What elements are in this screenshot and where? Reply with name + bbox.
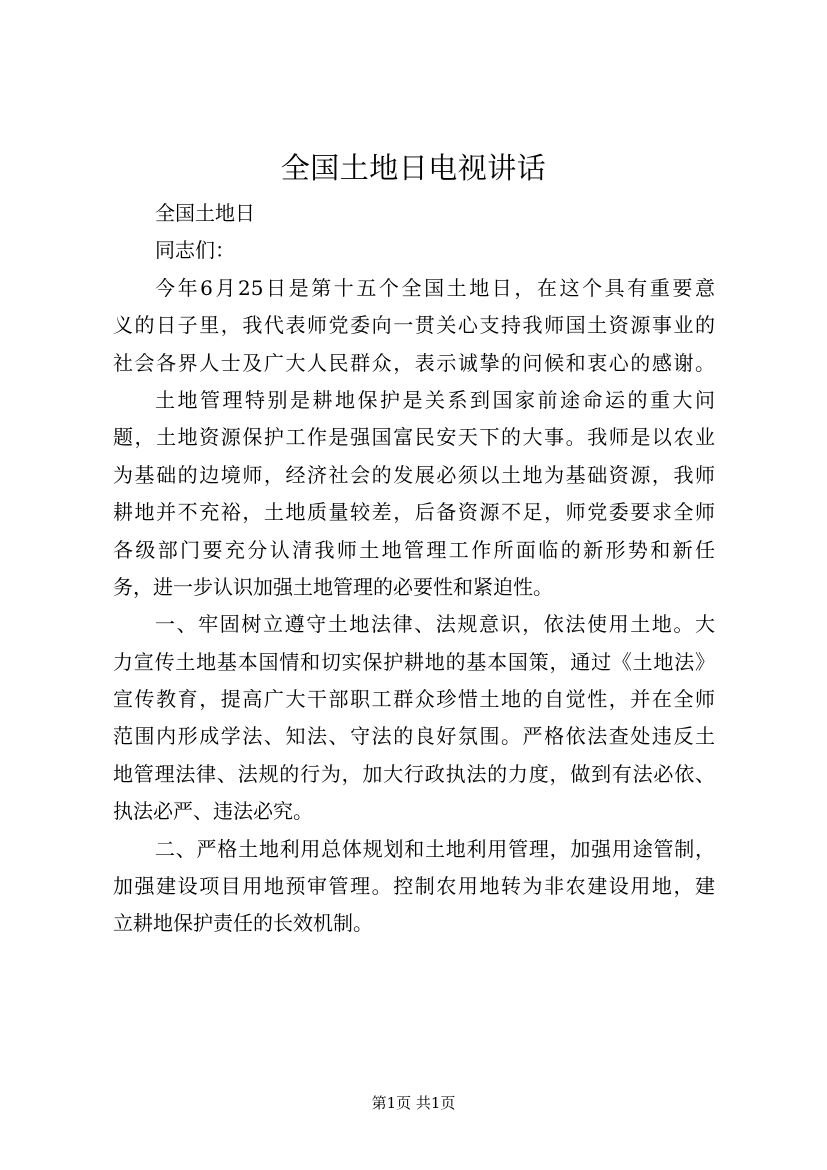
- body-line: 地管理法律、法规的行为，加大行政执法的力度，做到有法必依、: [113, 761, 715, 786]
- body-line: 各级部门要充分认清我师土地管理工作所面临的新形势和新任: [113, 537, 715, 562]
- body-line: 二、严格土地利用总体规划和土地利用管理，加强用途管制，: [155, 836, 715, 861]
- body-line: 同志们：: [155, 238, 235, 263]
- body-line: 耕地并不充裕，土地质量较差，后备资源不足，师党委要求全师: [113, 500, 715, 525]
- body-line: 务，进一步认识加强土地管理的必要性和紧迫性。: [113, 574, 553, 599]
- body-line: 执法必严、违法必究。: [113, 799, 313, 824]
- body-line: 力宣传土地基本国情和切实保护耕地的基本国策，通过《土地法》: [113, 649, 715, 674]
- body-line: 范围内形成学法、知法、守法的良好氛围。严格依法查处违反土: [113, 724, 715, 749]
- body-line: 题，土地资源保护工作是强国富民安天下的大事。我师是以农业: [113, 425, 715, 450]
- body-line: 宣传教育，提高广大干部职工群众珍惜土地的自觉性，并在全师: [113, 687, 715, 712]
- document-body: [113, 195, 715, 943]
- document-title: 全国土地日电视讲话: [280, 151, 547, 185]
- page-number-footer: 第1页 共1页: [371, 1094, 456, 1112]
- body-line: 全国土地日: [155, 201, 255, 225]
- body-line: 义的日子里，我代表师党委向一贯关心支持我师国土资源事业的: [113, 313, 715, 338]
- body-line: 加强建设项目用地预审管理。控制农用地转为非农建设用地，建: [113, 874, 715, 899]
- body-line: 今年6月25日是第十五个全国土地日，在这个具有重要意: [155, 275, 715, 300]
- body-line: 立耕地保护责任的长效机制。: [113, 911, 373, 936]
- body-line: 为基础的边境师，经济社会的发展必须以土地为基础资源，我师: [113, 462, 715, 487]
- body-line: 一、牢固树立遵守土地法律、法规意识，依法使用土地。大: [155, 612, 715, 637]
- body-line: 社会各界人士及广大人民群众，表示诚挚的问候和衷心的感谢。: [113, 350, 715, 375]
- body-line: 土地管理特别是耕地保护是关系到国家前途命运的重大问: [155, 387, 715, 412]
